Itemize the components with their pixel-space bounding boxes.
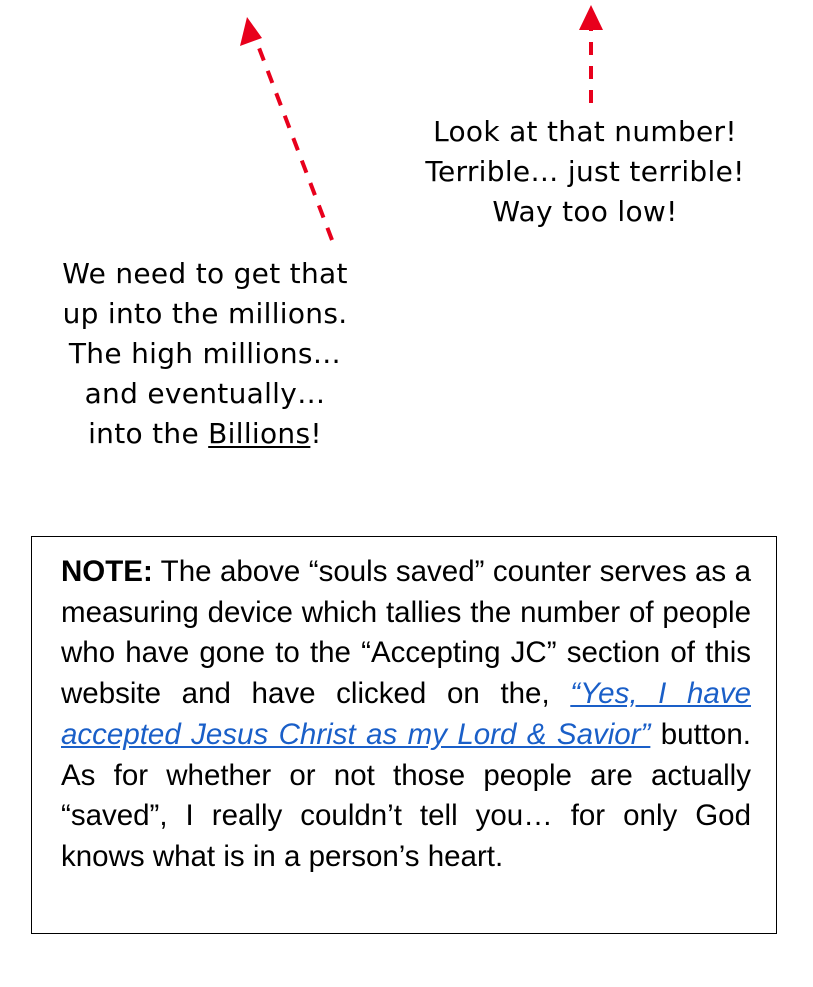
- callout-line: up into the millions.: [62, 297, 348, 330]
- callout-millions: [20, 254, 390, 454]
- callout-line: Terrible… just terrible!: [425, 155, 745, 188]
- left-arrow-shaft: [256, 40, 332, 240]
- note-text-after-link: button. As for whether or not those people are actually “saved”, I really couldn’t tell you… for only God knows what is in a person’s heart.: [61, 717, 751, 873]
- callout-text: !: [310, 417, 322, 450]
- callout-line: We need to get that: [62, 257, 348, 290]
- note-paragraph: [61, 552, 751, 878]
- callout-line: and eventually…: [84, 377, 326, 410]
- callout-line: Way too low!: [492, 195, 678, 228]
- callout-line: Look at that number!: [433, 115, 737, 148]
- billions-underlined: Billions: [208, 417, 311, 450]
- left-arrow: [240, 17, 332, 240]
- callout-line-billions: [20, 414, 390, 454]
- note-label: NOTE:: [61, 555, 153, 588]
- callout-text: into the: [88, 417, 209, 450]
- note-box: [31, 536, 777, 934]
- right-arrow: [579, 5, 603, 103]
- accepted-jesus-link[interactable]: “Yes, I have accepted Jesus Christ as my Lord & Savior”: [61, 677, 751, 751]
- callout-too-low: [380, 112, 790, 232]
- callout-line: The high millions…: [68, 337, 342, 370]
- left-arrow-head-icon: [240, 17, 262, 46]
- note-text-before-link: The above “souls saved” counter serves as a measuring device which tallies the number of people who have gone to the “Accepting JC” section of this website and have clicked on the,: [61, 555, 751, 711]
- right-arrow-head-icon: [579, 5, 603, 30]
